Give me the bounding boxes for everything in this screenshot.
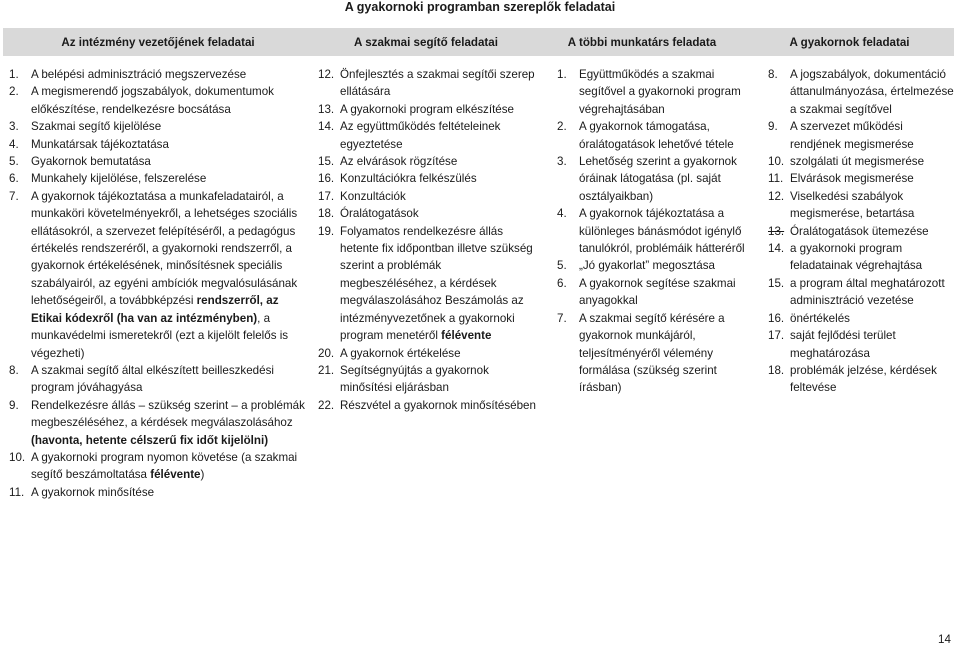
list-item <box>318 101 536 118</box>
header-trainee-tasks: A gyakornok feladatai <box>789 35 910 49</box>
item-text: problémák jelzése, kérdések feltevése <box>790 363 937 395</box>
item-text: saját fejlődési terület meghatározása <box>790 329 896 360</box>
list-item <box>9 66 307 83</box>
item-number: 18. <box>318 207 335 221</box>
item-text: A gyakornok támogatása, óralátogatások lehetővé tétele <box>579 120 734 151</box>
list-item <box>557 257 747 274</box>
item-number: 19. <box>318 224 335 238</box>
item-text: A megismerendő jogszabályok, dokumentumok előkészítése, rendelkezésre bocsátása <box>31 85 274 116</box>
item-number: 22. <box>318 398 335 412</box>
list-item <box>318 362 536 397</box>
item-number: 10. <box>9 450 26 464</box>
item-text: Szakmai segítő kijelölése <box>31 120 162 134</box>
column-director-tasks <box>9 66 307 501</box>
item-text-part: Folyamatos rendelkezésre állás hetente fix időpontban illetve szükség szerint a problémák megbeszéléséhez, a kérdések megválaszolásához Beszámolás az intézményvezetőnek a gyakornoki program menetéről <box>340 224 533 343</box>
item-number: 14. <box>318 120 335 134</box>
item-number: 15. <box>768 276 785 290</box>
item-number: 16. <box>318 172 335 186</box>
list-item <box>557 66 747 118</box>
item-number: 5. <box>557 259 567 273</box>
list-item <box>9 153 307 170</box>
item-text: Konzultációk <box>340 189 406 203</box>
item-number: 8. <box>768 68 778 81</box>
column-mentor-tasks <box>318 66 536 414</box>
item-number: 7. <box>557 311 567 325</box>
item-text: A szakmai segítő által elkészített beilleszkedési program jóváhagyása <box>31 363 274 395</box>
item-text: A belépési adminisztráció megszervezése <box>31 68 247 81</box>
item-number: 9. <box>768 120 778 134</box>
list-item <box>318 66 536 101</box>
list-item <box>9 170 307 187</box>
item-text: A szervezet működési rendjének megismerése <box>790 120 914 151</box>
item-number: 9. <box>9 398 19 412</box>
item-text: A szakmai segítő kérésére a gyakornok munkájáról, teljesítményéről vélemény formálása (szükség szerint írásban) <box>579 311 725 395</box>
item-text: A gyakornoki program elkészítése <box>340 102 514 116</box>
header-staff-tasks: A többi munkatárs feladata <box>567 35 717 49</box>
item-number: 1. <box>9 68 19 81</box>
list-item <box>318 345 536 362</box>
table-header-row <box>3 28 954 56</box>
item-text: Lehetőség szerint a gyakornok óráinak látogatása (pl. saját osztályaikban) <box>579 155 737 203</box>
item-text: Önfejlesztés a szakmai segítői szerep ellátására <box>340 68 535 99</box>
header-mentor-tasks: A szakmai segítő feladatai <box>354 35 498 49</box>
list-item <box>768 362 954 397</box>
item-text-part: A gyakornok tájékoztatása a munkafeladatairól, a munkaköri követelményekről, a lehetséges szociális ellátásokról, a szervezet felépítéséről, a pedagógus értékelés rendszeréről, a gyakornoki rendszerről, a gyakornok értékelésének, minősítésnek speciális szabályairól, az egyéni ambíciók megvalósulásának lehetőségeiről, a továbbképzési <box>31 189 298 308</box>
item-number: 17. <box>318 189 335 203</box>
item-text-part: , a munkavédelmi ismeretekről (ezt a kijelölt felelős is végezheti) <box>31 311 289 360</box>
item-number: 16. <box>768 311 785 325</box>
item-number: 20. <box>318 346 335 360</box>
item-text: a program által meghatározott adminisztráció vezetése <box>790 276 945 308</box>
item-text-bold: (havonta, hetente célszerű fix időt kijelölni) <box>31 433 269 447</box>
item-number: 7. <box>9 189 19 203</box>
item-text: Elvárások megismerése <box>790 172 914 186</box>
item-text: A gyakornok tájékoztatása a különleges bánásmódot igénylő tanulókról, problémáik hátteréről <box>579 207 745 256</box>
item-number: 14. <box>768 242 785 256</box>
item-number: 18. <box>768 363 785 377</box>
item-text-part: ) <box>200 468 205 482</box>
item-text: Részvétel a gyakornok minősítésében <box>340 398 536 412</box>
item-text <box>340 225 533 342</box>
list-item <box>318 205 536 222</box>
item-number: 21. <box>318 363 335 377</box>
item-text: önértékelés <box>790 311 850 325</box>
item-number: 13. <box>768 224 785 238</box>
list-item <box>557 310 747 397</box>
item-number: 15. <box>318 155 335 169</box>
page-title: A gyakornoki programban szereplők feladatai <box>344 0 616 14</box>
list-item <box>768 188 954 223</box>
item-number: 4. <box>557 207 567 221</box>
item-text-bold: félévente <box>150 468 201 482</box>
item-text: Konzultációkra felkészülés <box>340 172 477 186</box>
item-text: a gyakornoki program feladatainak végrehajtása <box>790 242 923 273</box>
item-text: Segítségnyújtás a gyakornok minősítési eljárásban <box>340 363 489 395</box>
item-text <box>31 190 297 360</box>
item-text-part: Rendelkezésre állás – szükség szerint – a problémák megbeszéléséhez, a kérdések megválaszolásához <box>31 398 305 430</box>
item-number: 5. <box>9 155 19 169</box>
header-director-tasks: Az intézmény vezetőjének feladatai <box>61 35 255 49</box>
page-number: 14 <box>938 633 951 646</box>
column-staff-tasks <box>557 66 747 397</box>
list-item <box>9 449 307 484</box>
list-item <box>768 118 954 153</box>
item-number: 11. <box>768 172 784 186</box>
item-text: A gyakornok értékelése <box>340 346 461 360</box>
item-text: Viselkedési szabályok megismerése, betartása <box>790 189 915 221</box>
item-number: 6. <box>9 172 19 186</box>
list-item <box>9 484 307 501</box>
item-text: A jogszabályok, dokumentáció áttanulmányozása, értelmezése a szakmai segítővel <box>790 68 954 116</box>
item-number: 2. <box>9 85 19 99</box>
list-item <box>768 223 954 240</box>
item-text: Az elvárások rögzítése <box>340 155 458 169</box>
list-item <box>9 397 307 449</box>
list-item <box>557 118 747 153</box>
item-text: szolgálati út megismerése <box>790 155 925 169</box>
item-text-bold: félévente <box>441 329 492 343</box>
list-item <box>768 170 954 187</box>
list-item <box>318 118 536 153</box>
item-number: 8. <box>9 363 19 377</box>
item-text: Az együttműködés feltételeinek egyeztetése <box>340 120 501 151</box>
item-number: 12. <box>768 189 785 203</box>
list-item <box>768 66 954 118</box>
list-item <box>9 118 307 135</box>
item-number: 4. <box>9 137 19 151</box>
item-text: Gyakornok bemutatása <box>31 155 151 169</box>
list-item <box>318 188 536 205</box>
list-item <box>768 275 954 310</box>
item-text: Együttműködés a szakmai segítővel a gyakornoki program végrehajtásában <box>579 68 741 116</box>
list-item <box>768 240 954 275</box>
list-item <box>318 170 536 187</box>
item-text: Óralátogatások <box>340 207 419 221</box>
item-text: A gyakornok minősítése <box>31 485 155 499</box>
item-text: Óralátogatások ütemezése <box>790 224 929 238</box>
item-text <box>31 399 305 447</box>
item-number: 12. <box>318 68 335 81</box>
item-text: A gyakornok segítése szakmai anyagokkal <box>579 276 736 308</box>
list-item <box>9 362 307 397</box>
item-number: 10. <box>768 155 785 169</box>
item-number: 6. <box>557 276 567 290</box>
list-item <box>9 188 307 362</box>
item-text-part: A gyakornoki program nyomon követése (a szakmai segítő beszámoltatása <box>31 450 298 482</box>
list-item <box>9 83 307 118</box>
list-item <box>557 275 747 310</box>
item-number: 11. <box>9 485 25 499</box>
item-text: Munkatársak tájékoztatása <box>31 137 169 151</box>
item-text <box>31 451 297 481</box>
column-trainee-tasks <box>768 66 954 397</box>
list-item <box>768 153 954 170</box>
item-number: 3. <box>557 155 567 169</box>
list-item <box>318 397 536 414</box>
list-item <box>9 136 307 153</box>
item-text: „Jó gyakorlat” megosztása <box>579 259 715 273</box>
item-number: 17. <box>768 329 785 343</box>
list-item <box>557 153 747 205</box>
item-number: 2. <box>557 120 567 134</box>
item-number: 13. <box>318 102 335 116</box>
item-number: 1. <box>557 68 567 81</box>
list-item <box>768 327 954 362</box>
list-item <box>768 310 954 327</box>
list-item <box>557 205 747 257</box>
item-text-bold: rendszerről, az Etikai kódexről (ha van az intézményben) <box>31 294 279 325</box>
list-item <box>318 153 536 170</box>
list-item <box>318 223 536 345</box>
item-text: Munkahely kijelölése, felszerelése <box>31 172 207 186</box>
item-number: 3. <box>9 120 19 134</box>
